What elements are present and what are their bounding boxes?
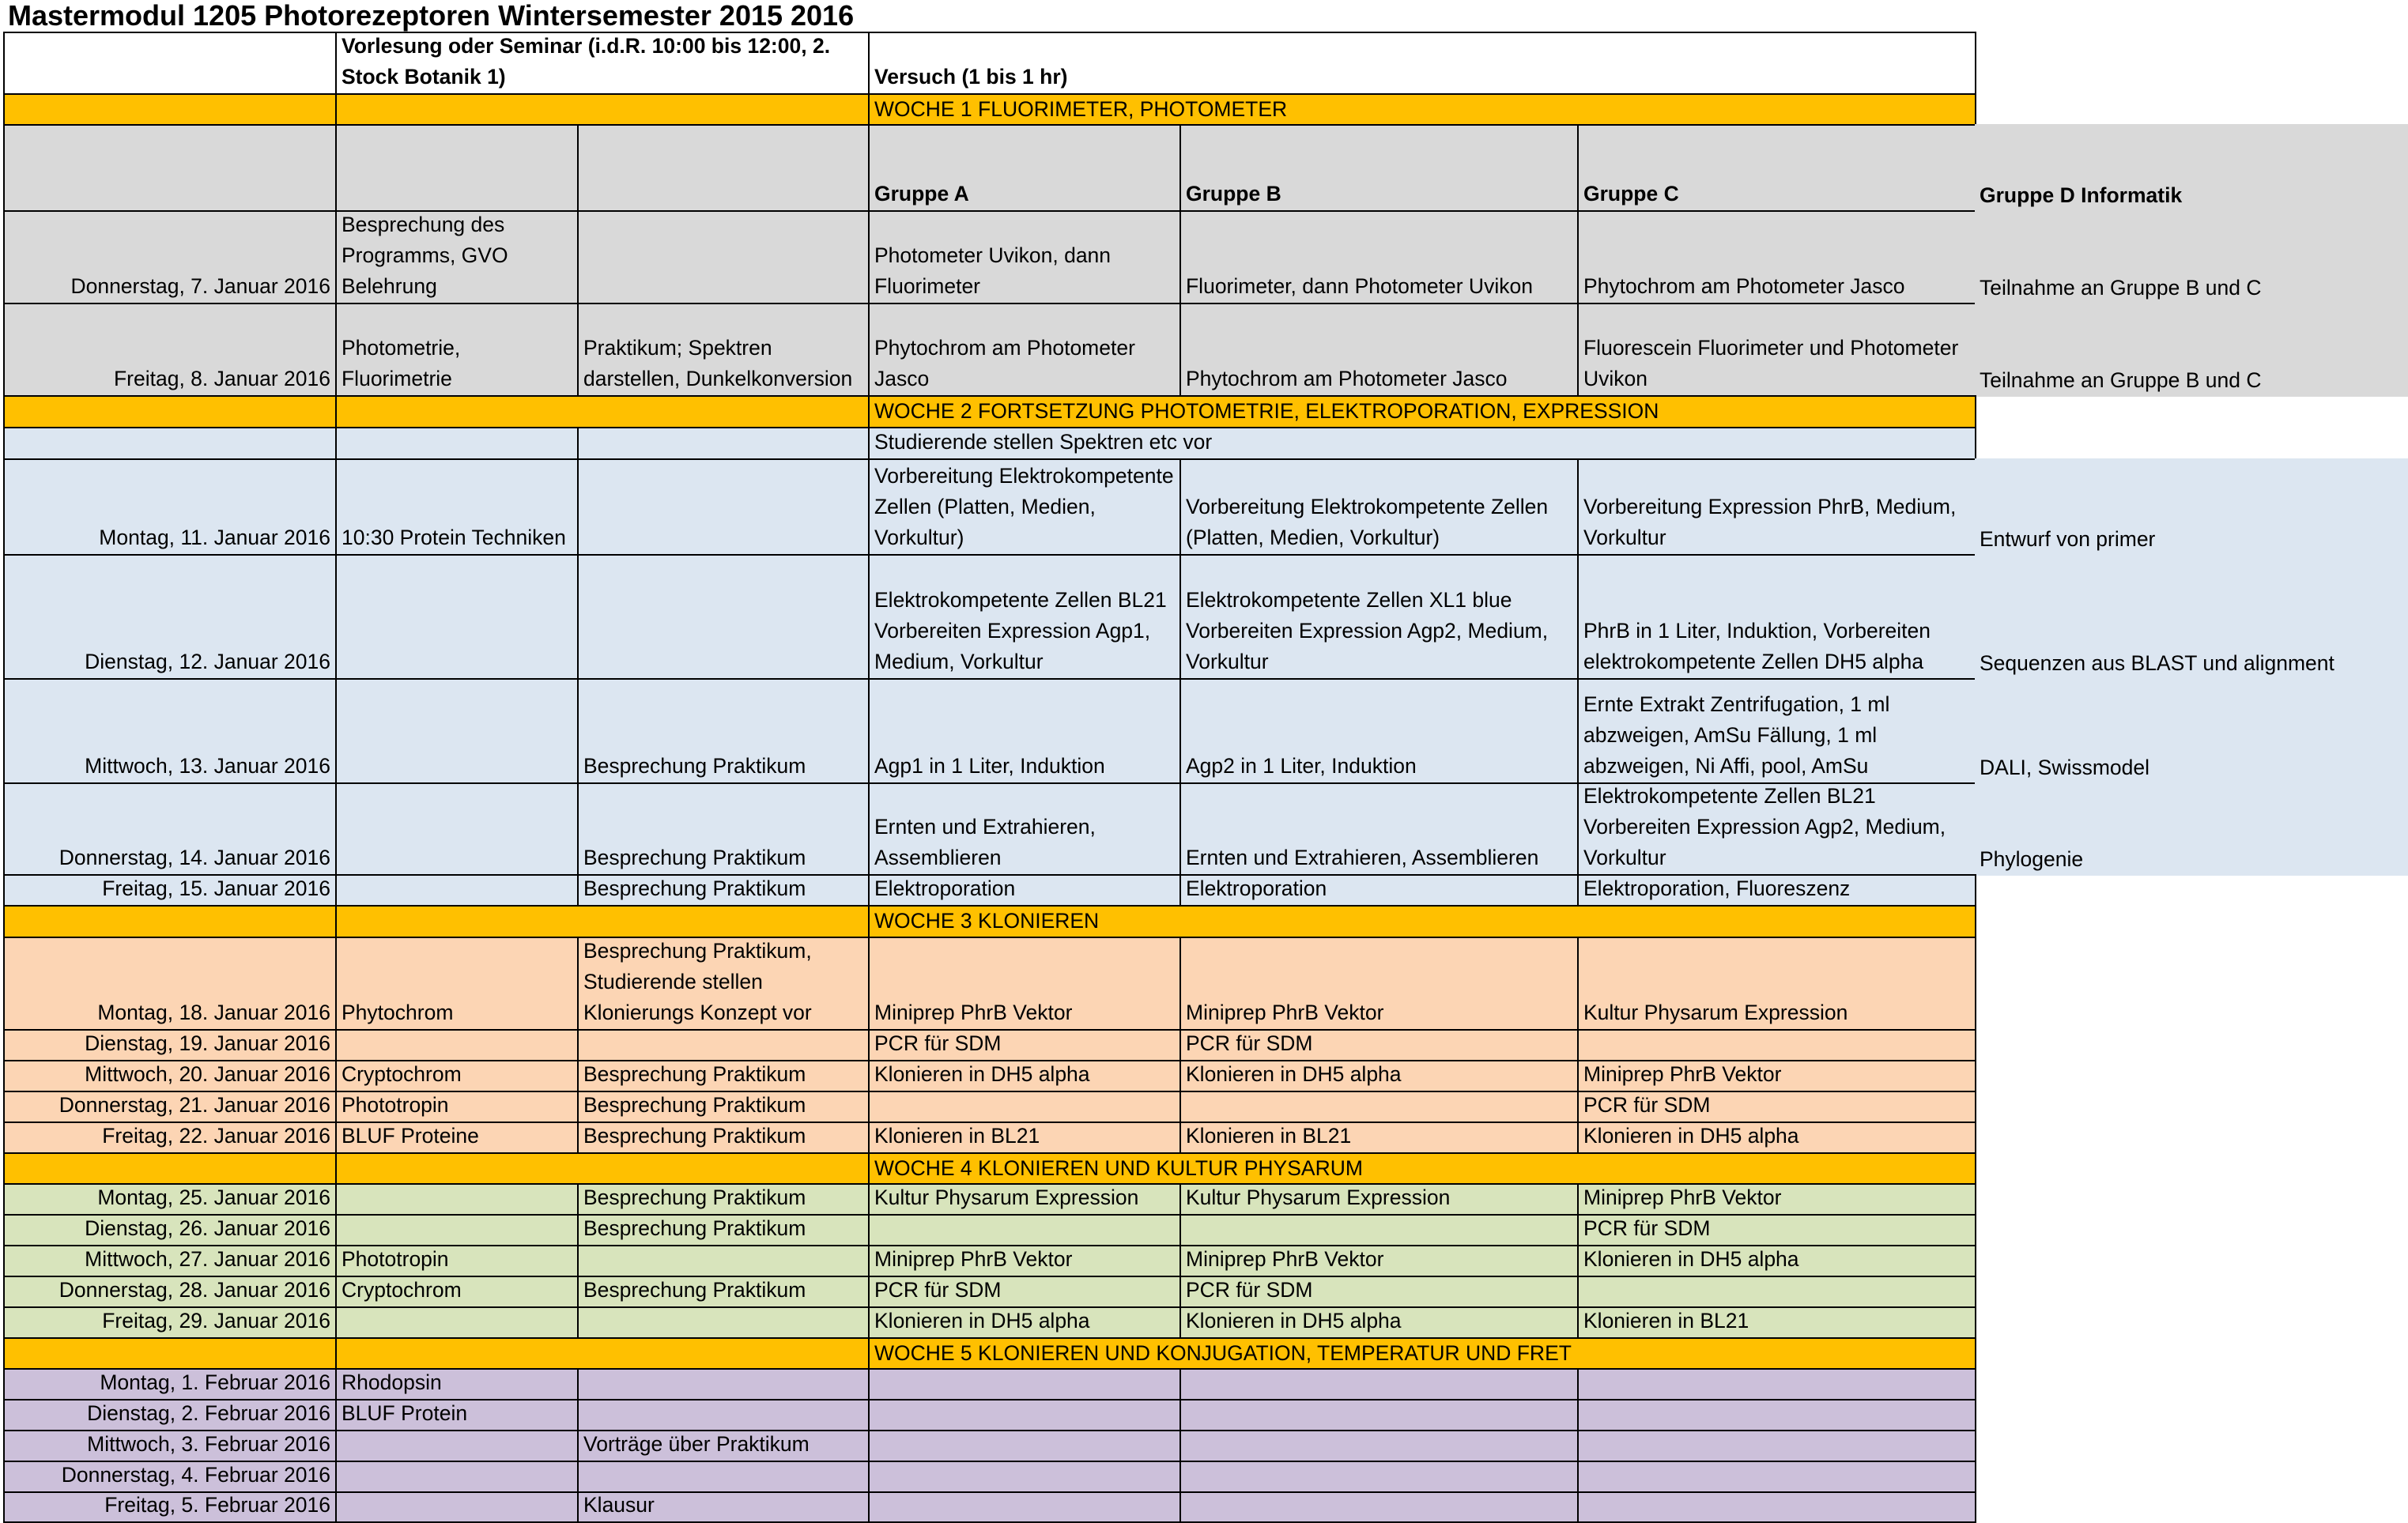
row-date [3,1183,337,1216]
week-bar-label-text: WOCHE 4 KLONIEREN UND KULTUR PHYSARUM [874,1155,1363,1180]
row-group-a-text: Miniprep PhrB Vektor [874,1001,1073,1024]
row-group-a-text: Elektroporation [874,876,1016,900]
row-group-c [1577,1214,1976,1246]
row-group-c [1577,1091,1976,1123]
row-date [3,554,337,680]
row-group-b [1179,937,1579,1031]
week-bar-label [868,395,1976,428]
row-date-text: Freitag, 8. Januar 2016 [113,367,330,390]
group-a-header [868,124,1181,212]
week-bar-label-text: WOCHE 2 FORTSETZUNG PHOTOMETRIE, ELEKTROPORATION, EXPRESSION [874,399,1659,423]
row-lecture-text: Phototropin [342,1247,449,1271]
row-group-b-text: PCR für SDM [1186,1278,1313,1302]
row-seminar [577,1060,870,1092]
row-group-c-text: PCR für SDM [1583,1093,1711,1117]
week2-note-text: Studierende stellen Spektren etc vor [874,430,1213,454]
row-group-c-text: Elektrokompetente Zellen BL21 Vorbereiten Expression Agp2, Medium, Vorkultur [1583,784,1946,869]
row-seminar-text: Klausur [583,1493,655,1517]
row-lecture [335,458,579,556]
row-group-a [868,210,1181,304]
row-lecture [335,782,579,876]
row-lecture [335,1183,579,1216]
group-b-header-text: Gruppe B [1186,182,1281,205]
week-bar-label [868,93,1976,126]
row-seminar-text: Besprechung Praktikum, Studierende stellen Klonierungs Konzept vor [583,939,812,1024]
row-group-d [1975,458,2408,556]
row-seminar-text: Besprechung Praktikum [583,1062,806,1086]
row-group-c-text: Klonieren in BL21 [1583,1309,1749,1333]
row-seminar [577,1368,870,1400]
row-seminar [577,678,870,784]
row-group-c-text: PhrB in 1 Liter, Induktion, Vorbereiten elektrokompetente Zellen DH5 alpha [1583,619,1931,673]
row-group-a-text: PCR für SDM [874,1278,1002,1302]
row-date-text: Dienstag, 2. Februar 2016 [87,1401,330,1425]
row-date-text: Dienstag, 26. Januar 2016 [85,1216,330,1240]
row-date [3,1214,337,1246]
row-group-b [1179,1122,1579,1154]
row-group-c [1577,1399,1976,1431]
row-lecture-text: Phototropin [342,1093,449,1117]
row-group-a [868,554,1181,680]
row-group-b-text: PCR für SDM [1186,1031,1313,1055]
week-bar-label [868,1337,1976,1370]
row-seminar [577,1491,870,1523]
row-seminar-text: Besprechung Praktikum [583,1093,806,1117]
row-lecture [335,1306,579,1339]
row-date-text: Donnerstag, 7. Januar 2016 [70,274,330,298]
row-group-a [868,937,1181,1031]
row-seminar [577,1245,870,1277]
row-lecture-text: Besprechung des Programms, GVO Belehrung [342,213,508,298]
row-seminar-text: Besprechung Praktikum [583,846,806,869]
week-bar-blank [335,1152,870,1185]
row-seminar-text: Besprechung Praktikum [583,1186,806,1209]
row-date [3,1029,337,1061]
row-group-a [868,1430,1181,1462]
row-group-a [868,1183,1181,1216]
row-group-b [1179,678,1579,784]
row-group-b [1179,554,1579,680]
row-group-b-text: Klonieren in BL21 [1186,1124,1352,1148]
week-bar-label [868,905,1976,938]
row-group-c [1577,1183,1976,1216]
row-group-c [1577,782,1976,876]
row-group-a [868,1368,1181,1400]
row-group-d [1975,678,2408,784]
row-group-a-text: Klonieren in DH5 alpha [874,1062,1090,1086]
group-c-header-text: Gruppe C [1583,182,1679,205]
row-group-a [868,1214,1181,1246]
row-seminar-text: Besprechung Praktikum [583,1216,806,1240]
row-lecture [335,1091,579,1123]
row-group-c [1577,1122,1976,1154]
group-d-header [1975,124,2408,212]
row-group-c [1577,303,1976,397]
week2-note-blank [3,427,337,460]
row-group-d-text: Sequenzen aus BLAST und alignment [1980,651,2334,675]
row-date [3,1461,337,1493]
row-date [3,1122,337,1154]
row-group-c-text: Klonieren in DH5 alpha [1583,1124,1799,1148]
row-group-b [1179,1430,1579,1462]
row-date-text: Donnerstag, 4. Februar 2016 [61,1463,330,1487]
row-group-a-text: Elektrokompetente Zellen BL21 Vorbereiten Expression Agp1, Medium, Vorkultur [874,588,1167,673]
row-date-text: Mittwoch, 20. Januar 2016 [85,1062,330,1086]
header-lecture-cell-text: Vorlesung oder Seminar (i.d.R. 10:00 bis 12:00, 2. Stock Botanik 1) [342,34,831,89]
row-seminar [577,1029,870,1061]
row-group-b-text: Elektrokompetente Zellen XL1 blue Vorbereiten Expression Agp2, Medium, Vorkultur [1186,588,1549,673]
row-lecture [335,678,579,784]
row-lecture-text: Phytochrom [342,1001,454,1024]
row-seminar [577,554,870,680]
row-group-c-text: Kultur Physarum Expression [1583,1001,1848,1024]
row-seminar [577,1091,870,1123]
row-group-b [1179,1214,1579,1246]
row-seminar [577,1430,870,1462]
row-date-text: Mittwoch, 13. Januar 2016 [85,754,330,778]
row-seminar [577,1306,870,1339]
row-date [3,1399,337,1431]
row-group-b-text: Vorbereitung Elektrokompetente Zellen (Platten, Medien, Vorkultur) [1186,495,1549,549]
row-seminar-text: Besprechung Praktikum [583,754,806,778]
row-group-b [1179,1183,1579,1216]
row-date [3,678,337,784]
row-lecture [335,1491,579,1523]
row-date-text: Montag, 11. Januar 2016 [99,526,330,549]
row-group-c-text: Elektroporation, Fluoreszenz [1583,876,1851,900]
row-lecture-text: Photometrie, Fluorimetrie [342,336,461,390]
row-group-c [1577,1430,1976,1462]
row-lecture [335,1461,579,1493]
row-seminar-text: Praktikum; Spektren darstellen, Dunkelkonversion [583,336,853,390]
row-lecture [335,1430,579,1462]
header-blank-cell [3,32,337,95]
row-lecture [335,874,579,907]
row-group-c-text: Miniprep PhrB Vektor [1583,1186,1782,1209]
row-date [3,1276,337,1308]
row-group-c [1577,1306,1976,1339]
row-group-b [1179,1276,1579,1308]
row-lecture [335,210,579,304]
row-lecture-text: 10:30 Protein Techniken [342,526,566,549]
row-seminar [577,1461,870,1493]
row-date [3,1430,337,1462]
week2-note [868,427,1976,460]
row-group-a [868,1306,1181,1339]
row-group-a-text: Klonieren in BL21 [874,1124,1040,1148]
row-group-c-text: Miniprep PhrB Vektor [1583,1062,1782,1086]
week-bar-label-text: WOCHE 5 KLONIEREN UND KONJUGATION, TEMPERATUR UND FRET [874,1340,1572,1365]
row-group-a [868,303,1181,397]
row-group-a-text: Miniprep PhrB Vektor [874,1247,1073,1271]
row-date-text: Mittwoch, 3. Februar 2016 [87,1432,330,1456]
row-date-text: Donnerstag, 21. Januar 2016 [59,1093,330,1117]
row-date [3,1245,337,1277]
row-group-b-text: Phytochrom am Photometer Jasco [1186,367,1508,390]
row-seminar [577,874,870,907]
row-lecture [335,303,579,397]
week-bar-blank [3,93,337,126]
row-seminar [577,1214,870,1246]
row-group-b [1179,1029,1579,1061]
row-group-b [1179,874,1579,907]
group-a-header-text: Gruppe A [874,182,969,205]
row-group-a [868,1091,1181,1123]
row-date [3,1368,337,1400]
row-seminar-text: Vorträge über Praktikum [583,1432,810,1456]
row-group-a [868,1122,1181,1154]
week-bar-label-text: WOCHE 3 KLONIEREN [874,909,1100,933]
week-bar-blank [3,1152,337,1185]
row-lecture [335,937,579,1031]
row-date-text: Dienstag, 19. Januar 2016 [85,1031,330,1055]
row-group-b-text: Klonieren in DH5 alpha [1186,1062,1402,1086]
week-bar-blank [3,395,337,428]
row-group-c [1577,1276,1976,1308]
row-lecture [335,554,579,680]
row-group-c [1577,1029,1976,1061]
row-group-b [1179,458,1579,556]
week-bar-blank [335,905,870,938]
row-group-d-text: Teilnahme an Gruppe B und C [1980,368,2262,392]
row-group-a [868,458,1181,556]
row-lecture [335,1029,579,1061]
row-group-c [1577,554,1976,680]
row-date [3,1491,337,1523]
row-group-a-text: Phytochrom am Photometer Jasco [874,336,1135,390]
row-date-text: Montag, 18. Januar 2016 [97,1001,330,1024]
row-group-b-text: Miniprep PhrB Vektor [1186,1001,1384,1024]
row-date [3,782,337,876]
row-seminar [577,1276,870,1308]
row-group-c [1577,1461,1976,1493]
row-date-text: Donnerstag, 28. Januar 2016 [59,1278,330,1302]
row-lecture [335,1060,579,1092]
week-bar-blank [335,93,870,126]
row-group-c-text: Klonieren in DH5 alpha [1583,1247,1799,1271]
row-group-b [1179,1461,1579,1493]
row-group-a [868,678,1181,784]
row-group-c [1577,458,1976,556]
row-group-a [868,782,1181,876]
row-group-b [1179,1245,1579,1277]
row-seminar [577,937,870,1031]
row-date [3,1091,337,1123]
page-title: Mastermodul 1205 Photorezeptoren Wintersemester 2015 2016 [8,0,855,32]
row-seminar-text: Besprechung Praktikum [583,1278,806,1302]
row-seminar [577,210,870,304]
header-experiment-cell [868,32,1976,95]
row-group-b [1179,1368,1579,1400]
row-group-c-text: Ernte Extrakt Zentrifugation, 1 ml abzweigen, AmSu Fällung, 1 ml abzweigen, Ni Affi, pool, AmSu [1583,692,1890,778]
week-bar-blank [3,905,337,938]
row-group-b-text: Elektroporation [1186,876,1327,900]
row-lecture [335,1276,579,1308]
row-group-b [1179,1060,1579,1092]
row-seminar [577,782,870,876]
row-lecture [335,1122,579,1154]
group-header-blank [3,124,337,212]
week-bar-label-text: WOCHE 1 FLUORIMETER, PHOTOMETER [874,96,1288,121]
row-group-d [1975,554,2408,680]
row-seminar [577,1183,870,1216]
row-date [3,210,337,304]
header-lecture-cell [335,32,870,95]
row-group-c [1577,1491,1976,1523]
row-date [3,1306,337,1339]
row-group-d-text: DALI, Swissmodel [1980,756,2150,779]
row-group-b [1179,210,1579,304]
week-bar-label [868,1152,1976,1185]
week2-note-blank [577,427,870,460]
row-group-b-text: Miniprep PhrB Vektor [1186,1247,1384,1271]
group-d-header-text: Gruppe D Informatik [1980,183,2183,207]
row-date-text: Mittwoch, 27. Januar 2016 [85,1247,330,1271]
row-group-d [1975,303,2408,397]
week-bar-blank [3,1337,337,1370]
row-date-text: Dienstag, 12. Januar 2016 [85,650,330,673]
row-group-b-text: Fluorimeter, dann Photometer Uvikon [1186,274,1533,298]
row-group-d-text: Teilnahme an Gruppe B und C [1980,276,2262,300]
row-seminar-text: Besprechung Praktikum [583,876,806,900]
row-group-b [1179,1306,1579,1339]
row-group-b [1179,1091,1579,1123]
row-date-text: Freitag, 29. Januar 2016 [102,1309,330,1333]
row-group-c-text: Vorbereitung Expression PhrB, Medium, Vorkultur [1583,495,1957,549]
row-group-c [1577,874,1976,907]
row-group-a-text: Agp1 in 1 Liter, Induktion [874,754,1105,778]
row-group-a [868,1399,1181,1431]
row-group-c-text: PCR für SDM [1583,1216,1711,1240]
row-lecture [335,1245,579,1277]
row-group-a-text: Klonieren in DH5 alpha [874,1309,1090,1333]
row-date [3,1060,337,1092]
row-date-text: Montag, 25. Januar 2016 [97,1186,330,1209]
row-seminar [577,458,870,556]
row-group-c [1577,937,1976,1031]
row-date-text: Freitag, 22. Januar 2016 [102,1124,330,1148]
row-group-c [1577,1245,1976,1277]
header-experiment-cell-text: Versuch (1 bis 1 hr) [874,65,1068,89]
row-group-b [1179,303,1579,397]
row-seminar [577,303,870,397]
row-date [3,303,337,397]
row-lecture [335,1214,579,1246]
row-group-a [868,1245,1181,1277]
row-seminar-text: Besprechung Praktikum [583,1124,806,1148]
row-group-a-text: Vorbereitung Elektrokompetente Zellen (Platten, Medien, Vorkultur) [874,464,1174,549]
row-seminar [577,1122,870,1154]
group-header-blank [335,124,579,212]
row-group-d-text: Phylogenie [1980,847,2084,871]
row-lecture-text: Cryptochrom [342,1278,462,1302]
row-date [3,458,337,556]
row-lecture [335,1368,579,1400]
row-group-a-text: Kultur Physarum Expression [874,1186,1139,1209]
row-date-text: Montag, 1. Februar 2016 [100,1370,330,1394]
row-date-text: Donnerstag, 14. Januar 2016 [59,846,330,869]
week2-note-blank [335,427,579,460]
row-group-b [1179,782,1579,876]
row-group-c [1577,1368,1976,1400]
row-group-c [1577,678,1976,784]
week-bar-blank [335,1337,870,1370]
row-date [3,937,337,1031]
row-group-a [868,1276,1181,1308]
row-date [3,874,337,907]
row-group-c [1577,1060,1976,1092]
row-lecture [335,1399,579,1431]
row-group-b-text: Kultur Physarum Expression [1186,1186,1451,1209]
row-group-a [868,1060,1181,1092]
row-lecture-text: Rhodopsin [342,1370,442,1394]
row-lecture-text: Cryptochrom [342,1062,462,1086]
row-group-a [868,1461,1181,1493]
row-group-b-text: Agp2 in 1 Liter, Induktion [1186,754,1417,778]
row-group-d [1975,782,2408,876]
row-group-b [1179,1491,1579,1523]
row-group-c [1577,210,1976,304]
week-bar-blank [335,395,870,428]
row-group-a-text: Photometer Uvikon, dann Fluorimeter [874,243,1112,298]
row-lecture-text: BLUF Proteine [342,1124,479,1148]
row-group-c-text: Fluorescein Fluorimeter und Photometer Uvikon [1583,336,1959,390]
row-seminar [577,1399,870,1431]
row-group-b [1179,1399,1579,1431]
row-lecture-text: BLUF Protein [342,1401,468,1425]
group-c-header [1577,124,1976,212]
row-group-a [868,1491,1181,1523]
row-group-c-text: Phytochrom am Photometer Jasco [1583,274,1905,298]
row-group-a-text: PCR für SDM [874,1031,1002,1055]
row-group-b-text: Ernten und Extrahieren, Assemblieren [1186,846,1539,869]
row-group-d [1975,210,2408,304]
group-b-header [1179,124,1579,212]
group-header-blank [577,124,870,212]
row-group-b-text: Klonieren in DH5 alpha [1186,1309,1402,1333]
row-date-text: Freitag, 5. Februar 2016 [104,1493,330,1517]
row-group-d-text: Entwurf von primer [1980,527,2156,551]
row-date-text: Freitag, 15. Januar 2016 [102,876,330,900]
row-group-a-text: Ernten und Extrahieren, Assemblieren [874,815,1096,869]
row-group-a [868,874,1181,907]
row-group-a [868,1029,1181,1061]
